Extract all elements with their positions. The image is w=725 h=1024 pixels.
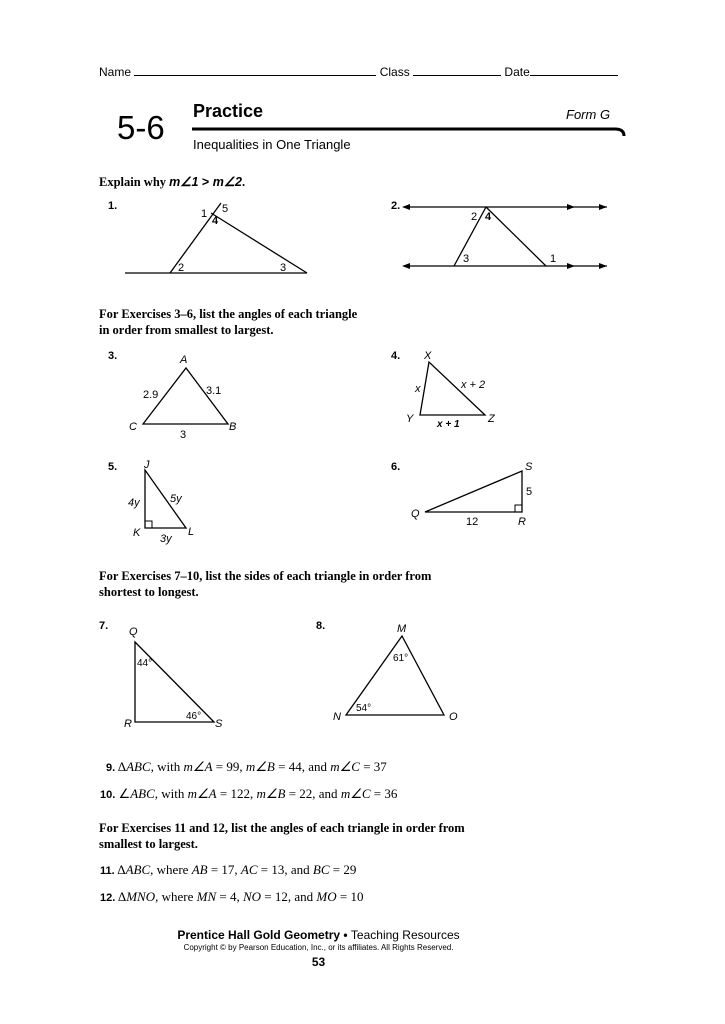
fig8-angle-n: 54° [356, 703, 372, 714]
exercise-12: 12. ΔMNO, where MN = 4, NO = 12, and MO = 10 [100, 889, 364, 904]
name-field[interactable] [134, 64, 376, 76]
exercise-10: 10. ∠ABC, with m∠A = 122, m∠B = 22, and m∠C = 36 [100, 786, 398, 801]
lesson-number: 5-6 [117, 109, 165, 146]
fig8-vertex-m: M [397, 623, 407, 635]
fig4-vertex-y: Y [406, 413, 414, 425]
fig1-angle-2: 2 [178, 262, 185, 274]
exercise-9: 9. ΔABC, with m∠A = 99, m∠B = 44, and m∠C = 37 [106, 759, 387, 774]
fig3-side-ab: 3.1 [206, 385, 222, 397]
footer-resources: Teaching Resources [350, 928, 460, 942]
fig2-angle-1: 1 [550, 253, 557, 265]
footer-book-title: Prentice Hall Gold Geometry [177, 928, 341, 942]
figure-1-triangle [115, 195, 320, 280]
footer: Prentice Hall Gold Geometry • Teaching Resources Copyright © by Pearson Education, Inc., or its affiliates. All Rights Reserved. 53 [0, 928, 725, 969]
exercise-number-6: 6. [391, 461, 401, 473]
exercise-number-8: 8. [316, 620, 326, 632]
exercise-number-5: 5. [108, 461, 118, 473]
page-number: 53 [311, 955, 326, 969]
section4-instruction: For Exercises 11 and 12, list the angles of each triangle in order from smallest to largest. [99, 821, 465, 851]
section2-instruction: For Exercises 3–6, list the angles of each triangle in order from smallest to largest. [99, 307, 358, 337]
exercise-number-7: 7. [99, 620, 109, 632]
exercise-number-1: 1. [108, 200, 118, 212]
section1-instruction: Explain why m∠1 > m∠2. [99, 175, 246, 189]
fig7-angle-q: 44° [137, 658, 153, 669]
date-field[interactable] [530, 64, 618, 76]
fig2-angle-3: 3 [463, 253, 470, 265]
lesson-subtitle: Inequalities in One Triangle [193, 137, 351, 152]
figure-5-right-triangle-jkl [120, 455, 220, 550]
fig4-vertex-x: X [424, 350, 432, 362]
fig6-vertex-s: S [525, 461, 533, 473]
fig4-vertex-z: Z [488, 413, 495, 425]
fig5-vertex-k: K [133, 527, 141, 539]
figure-2-parallel-lines [400, 195, 615, 275]
fig2-angle-2: 2 [471, 211, 478, 223]
fig6-side-rs: 5 [526, 486, 533, 498]
fig1-angle-3: 3 [280, 262, 287, 274]
fig8-vertex-n: N [333, 711, 341, 723]
fig6-vertex-r: R [518, 516, 526, 528]
fig7-vertex-s: S [215, 718, 223, 730]
fig1-angle-4: 4 [212, 215, 219, 227]
fig5-vertex-j: J [144, 459, 150, 471]
fig3-vertex-a: A [180, 354, 188, 366]
fig7-vertex-q: Q [129, 626, 138, 638]
figure-4-triangle-xyz [400, 345, 510, 435]
fig3-side-bc: 3 [180, 429, 187, 441]
form-label: Form G [566, 107, 611, 122]
fig5-side-kl: 3y [160, 533, 172, 545]
fig6-side-qr: 12 [466, 516, 479, 528]
fig6-vertex-q: Q [411, 508, 420, 520]
figure-6-right-triangle-qrs [405, 455, 545, 530]
class-label: Class [379, 65, 410, 79]
figure-3-triangle-abc [120, 348, 250, 443]
exercise-11: 11. ΔABC, where AB = 17, AC = 13, and BC = 29 [100, 862, 357, 877]
fig1-angle-1: 1 [201, 208, 208, 220]
exercise-number-3: 3. [108, 350, 118, 362]
fig7-angle-s: 46° [186, 711, 202, 722]
fig1-angle-5: 5 [222, 203, 229, 215]
fig3-vertex-b: B [229, 421, 237, 433]
exercise-number-4: 4. [391, 350, 401, 362]
fig5-vertex-l: L [188, 526, 195, 538]
figure-8-triangle-mno [325, 618, 465, 728]
footer-copyright: Copyright © by Pearson Education, Inc., or its affiliates. All Rights Reserved. [183, 943, 454, 952]
fig7-vertex-r: R [124, 718, 132, 730]
date-label: Date [504, 65, 530, 79]
fig4-side-xz: x + 2 [461, 379, 486, 391]
fig8-angle-m: 61° [393, 653, 409, 664]
fig5-side-jl: 5y [170, 493, 182, 505]
class-field[interactable] [413, 64, 501, 76]
fig2-angle-4: 4 [485, 211, 492, 223]
figure-7-right-triangle-qrs [115, 620, 230, 735]
fig4-side-xy: x [415, 383, 421, 395]
practice-heading: Practice [193, 101, 264, 121]
fig3-side-ac: 2.9 [143, 389, 159, 401]
name-label: Name [99, 65, 132, 79]
student-info-header [99, 64, 618, 79]
section3-instruction: For Exercises 7–10, list the sides of each triangle in order from shortest to longest. [99, 569, 432, 599]
fig3-vertex-c: C [129, 421, 137, 433]
fig5-side-jk: 4y [128, 497, 140, 509]
exercise-number-2: 2. [391, 200, 401, 212]
fig8-vertex-o: O [449, 711, 458, 723]
fig4-side-yz: x + 1 [437, 419, 460, 430]
